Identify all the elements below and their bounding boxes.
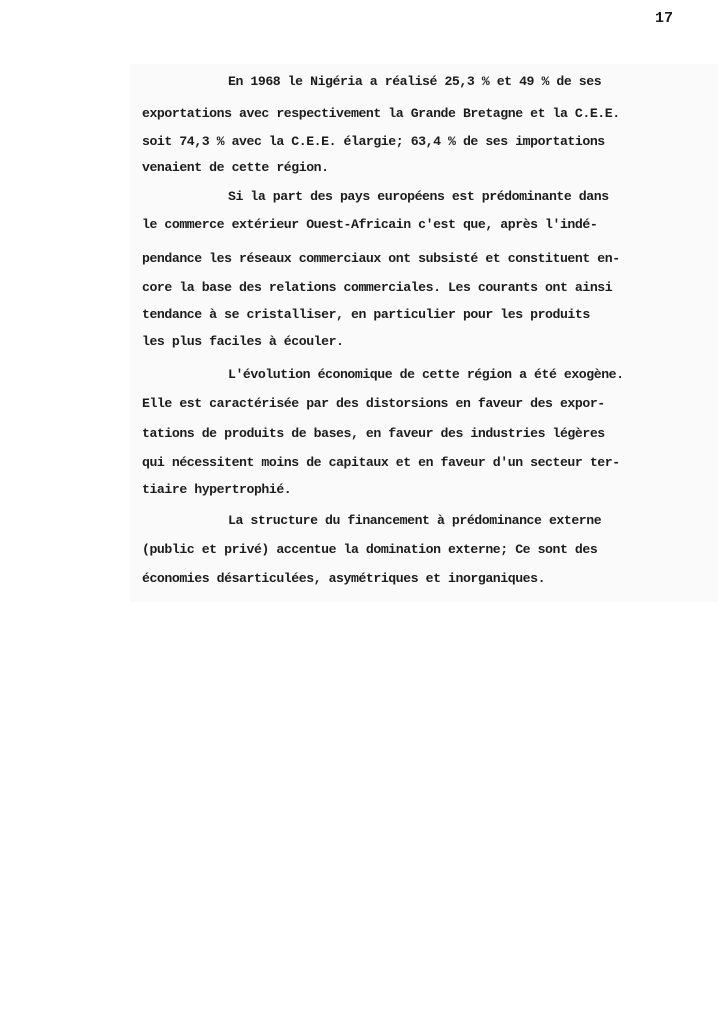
text-line: pendance les réseaux commerciaux ont subsisté et constituent en- — [142, 251, 620, 266]
text-line: L'évolution économique de cette région a été exogène. — [228, 367, 624, 382]
text-line: qui nécessitent moins de capitaux et en faveur d'un secteur ter- — [142, 455, 620, 470]
text-line: Elle est caractérisée par des distorsions en faveur des expor- — [142, 396, 605, 411]
text-line: venaient de cette région. — [142, 160, 329, 175]
text-line: tendance à se cristalliser, en particulier pour les produits — [142, 307, 590, 322]
text-line: Si la part des pays européens est prédominante dans — [228, 189, 609, 204]
text-line: tations de produits de bases, en faveur des industries légères — [142, 426, 605, 441]
text-line: tiaire hypertrophié. — [142, 482, 292, 497]
text-line: La structure du financement à prédominance externe — [228, 513, 602, 528]
text-line: (public et privé) accentue la domination externe; Ce sont des — [142, 542, 598, 557]
page-number: 17 — [655, 10, 674, 27]
text-line: les plus faciles à écouler. — [142, 334, 344, 349]
text-line: économies désarticulées, asymétriques et inorganiques. — [142, 571, 546, 586]
typewritten-text-block — [130, 64, 718, 602]
text-line: le commerce extérieur Ouest-Africain c'est que, après l'indé- — [142, 217, 598, 232]
text-line: soit 74,3 % avec la C.E.E. élargie; 63,4 % de ses importations — [142, 134, 605, 149]
text-line: En 1968 le Nigéria a réalisé 25,3 % et 49 % de ses — [228, 74, 602, 89]
text-line: exportations avec respectivement la Grande Bretagne et la C.E.E. — [142, 106, 620, 121]
text-line: core la base des relations commerciales. Les courants ont ainsi — [142, 280, 613, 295]
